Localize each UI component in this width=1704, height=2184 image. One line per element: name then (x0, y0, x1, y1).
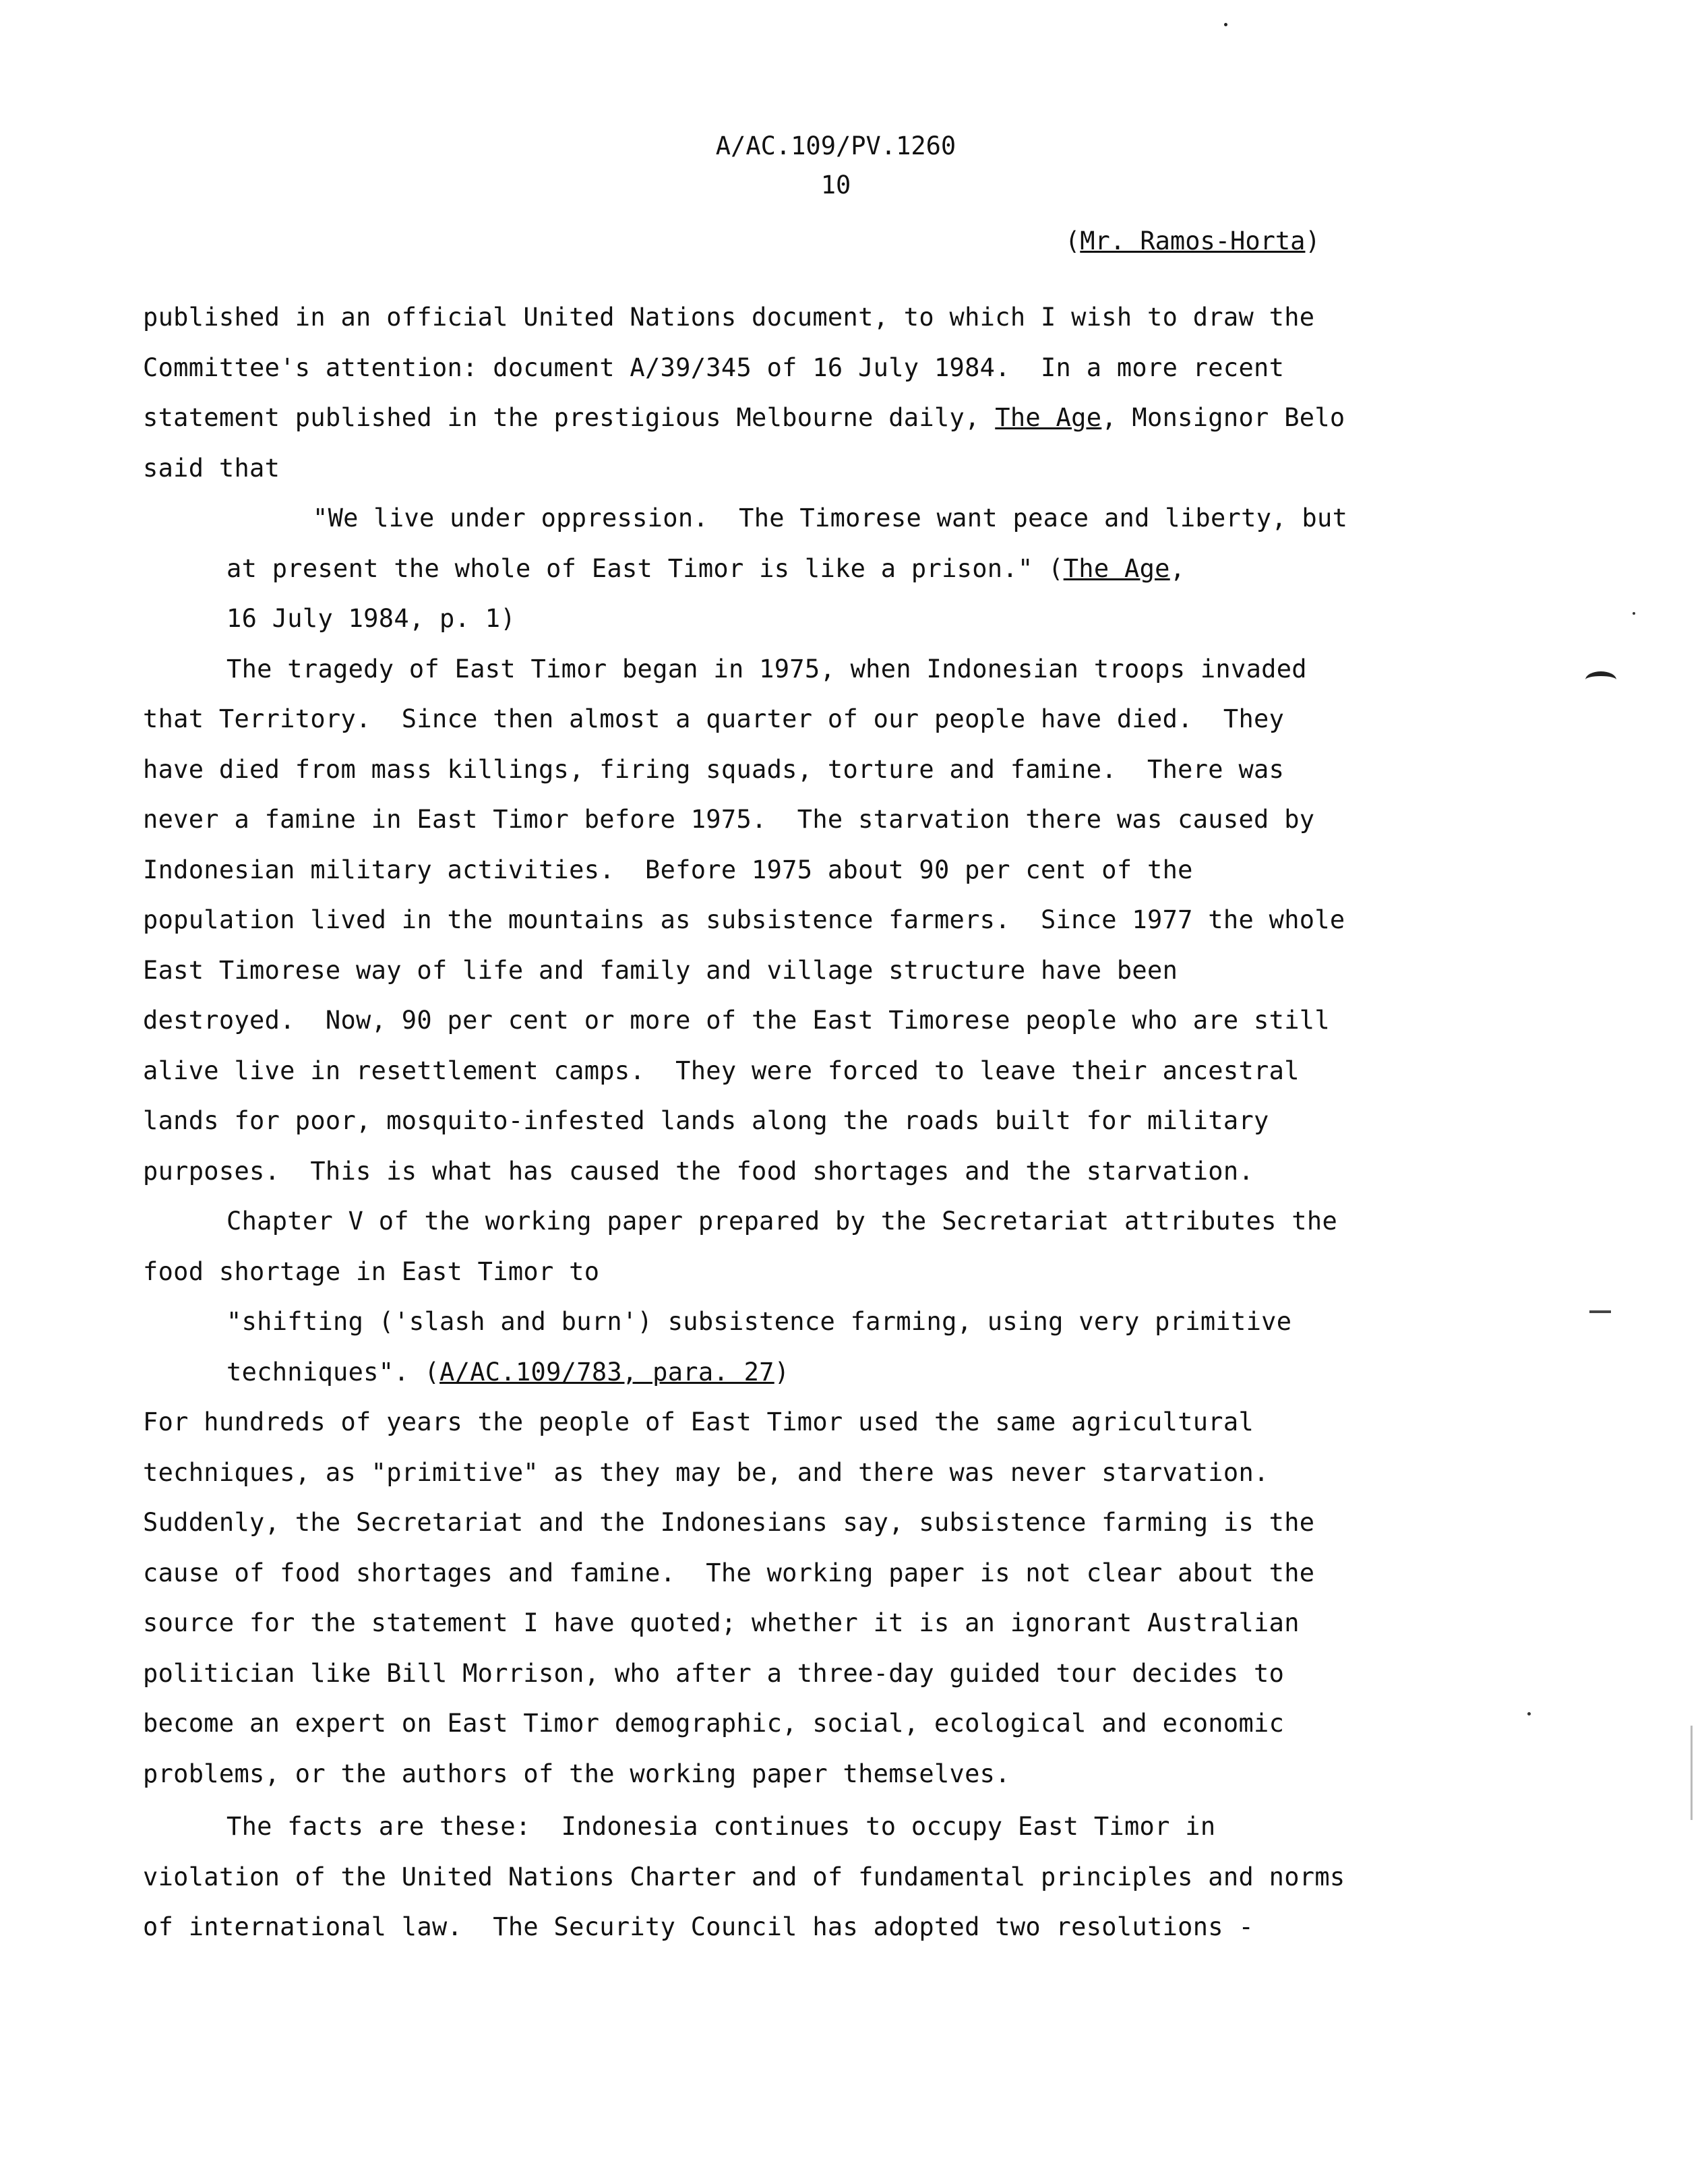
quote-line: techniques". (A/AC.109/783, para. 27) (226, 1357, 790, 1387)
quote-line: "shifting ('slash and burn') subsistence farming, using very primitive (226, 1307, 1292, 1336)
text-line: techniques, as "primitive" as they may be, and there was never starvation. (143, 1457, 1269, 1487)
text-line: cause of food shortages and famine. The working paper is not clear about the (143, 1558, 1315, 1587)
text-line: purposes. This is what has caused the food shortages and the starvation. (143, 1156, 1254, 1186)
text-line: statement published in the prestigious Melbourne daily, The Age, Monsignor Belo (143, 403, 1345, 432)
paragraph-first-line: The tragedy of East Timor began in 1975, when Indonesian troops invaded (226, 654, 1307, 684)
text-line: of international law. The Security Council has adopted two resolutions - (143, 1912, 1254, 1941)
speaker-name: Mr. Ramos-Horta (1080, 226, 1306, 255)
text-line: violation of the United Nations Charter and of fundamental principles and norms (143, 1862, 1345, 1891)
scan-speck (1224, 23, 1227, 26)
underlined-citation: The Age (995, 403, 1102, 432)
text-line: politician like Bill Morrison, who after a three-day guided tour decides to (143, 1658, 1285, 1688)
text-line: Suddenly, the Secretariat and the Indonesians say, subsistence farming is the (143, 1508, 1315, 1537)
quote-line: 16 July 1984, p. 1) (226, 604, 516, 633)
text-line: lands for poor, mosquito-infested lands along the roads built for military (143, 1106, 1269, 1135)
text-line: For hundreds of years the people of East Timor used the same agricultural (143, 1407, 1254, 1436)
text-line: problems, or the authors of the working paper themselves. (143, 1759, 1010, 1788)
paragraph-first-line: The facts are these: Indonesia continues to occupy East Timor in (226, 1812, 1216, 1841)
text-line: said that (143, 453, 280, 483)
underlined-citation: A/AC.109/783, para. 27 (439, 1357, 774, 1387)
scan-speck (1633, 612, 1635, 615)
text-line: source for the statement I have quoted; whether it is an ignorant Australian (143, 1608, 1300, 1637)
scan-edge-shadow (1691, 1726, 1693, 1820)
paragraph-first-line: Chapter V of the working paper prepared by the Secretariat attributes the (226, 1207, 1338, 1236)
text-line: East Timorese way of life and family and village structure have been (143, 955, 1178, 985)
text-line: destroyed. Now, 90 per cent or more of the East Timorese people who are still (143, 1006, 1330, 1035)
scan-speck (1527, 1712, 1531, 1716)
text-line: food shortage in East Timor to (143, 1256, 600, 1286)
text-line: never a famine in East Timor before 1975. The starvation there was caused by (143, 805, 1315, 834)
scan-artifact-mark (1589, 1310, 1611, 1313)
text-line: become an expert on East Timor demographic, social, ecological and economic (143, 1709, 1285, 1738)
scan-artifact-mark (1585, 671, 1616, 688)
page-header (701, 127, 971, 205)
document-body (143, 293, 1565, 1953)
text-line: population lived in the mountains as subsistence farmers. Since 1977 the whole (143, 905, 1345, 934)
text-line: have died from mass killings, firing squads, torture and famine. There was (143, 754, 1285, 784)
text-line: alive live in resettlement camps. They were forced to leave their ancestral (143, 1056, 1300, 1085)
text-line: Committee's attention: document A/39/345 of 16 July 1984. In a more recent (143, 353, 1285, 382)
page-number: 10 (820, 171, 851, 200)
text-line: published in an official United Nations document, to which I wish to draw the (143, 303, 1315, 332)
quote-line: "We live under oppression. The Timorese want peace and liberty, but (313, 504, 1348, 533)
underlined-citation: The Age (1063, 553, 1170, 583)
quote-line: at present the whole of East Timor is like a prison." (The Age, (226, 553, 1186, 583)
speaker-attribution: (Mr. Ramos-Horta) (1065, 226, 1320, 255)
document-symbol: A/AC.109/PV.1260 (715, 131, 956, 160)
text-line: that Territory. Since then almost a quarter of our people have died. They (143, 704, 1285, 733)
text-line: Indonesian military activities. Before 1975 about 90 per cent of the (143, 855, 1193, 884)
